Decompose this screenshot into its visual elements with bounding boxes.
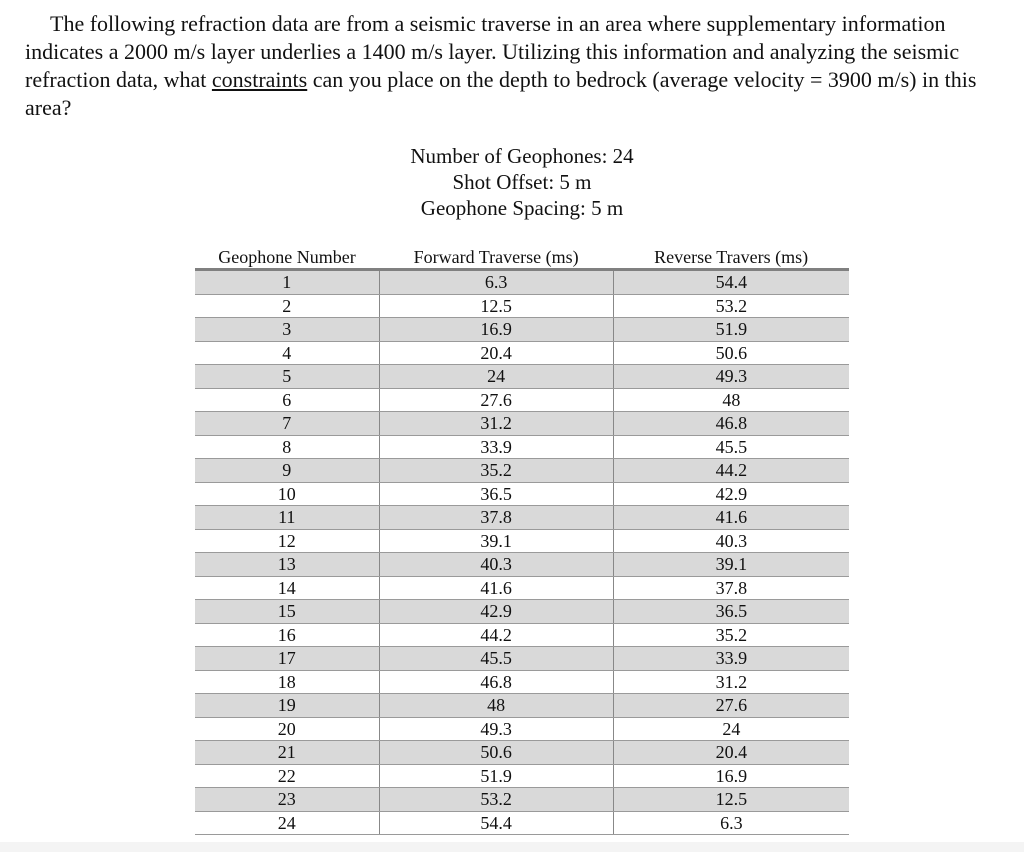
cell-forward-time: 37.8 <box>379 506 613 530</box>
cell-forward-time: 48 <box>379 694 613 718</box>
cell-geophone-number: 6 <box>195 388 379 412</box>
cell-reverse-time: 20.4 <box>613 741 849 765</box>
cell-geophone-number: 17 <box>195 647 379 671</box>
survey-shot-offset: Shot Offset: 5 m <box>452 170 592 194</box>
table-row <box>195 435 849 459</box>
cell-reverse-time: 31.2 <box>613 670 849 694</box>
cell-reverse-time: 35.2 <box>613 623 849 647</box>
cell-geophone-number: 21 <box>195 741 379 765</box>
page-bottom-edge <box>0 842 1024 852</box>
table-row <box>195 529 849 553</box>
cell-reverse-time: 46.8 <box>613 412 849 436</box>
table-row <box>195 694 849 718</box>
cell-reverse-time: 48 <box>613 388 849 412</box>
cell-reverse-time: 37.8 <box>613 576 849 600</box>
cell-forward-time: 31.2 <box>379 412 613 436</box>
cell-forward-time: 53.2 <box>379 788 613 812</box>
cell-geophone-number: 22 <box>195 764 379 788</box>
cell-forward-time: 44.2 <box>379 623 613 647</box>
cell-forward-time: 39.1 <box>379 529 613 553</box>
cell-geophone-number: 11 <box>195 506 379 530</box>
cell-forward-time: 35.2 <box>379 459 613 483</box>
table-row <box>195 294 849 318</box>
cell-reverse-time: 39.1 <box>613 553 849 577</box>
cell-geophone-number: 3 <box>195 318 379 342</box>
table-row <box>195 788 849 812</box>
cell-geophone-number: 24 <box>195 811 379 835</box>
table-row <box>195 576 849 600</box>
table-row <box>195 318 849 342</box>
question-part-2: can you place on the depth to bedrock (average velocity = 3900 m/s) in this area? <box>25 67 977 120</box>
cell-geophone-number: 16 <box>195 623 379 647</box>
refraction-data-table <box>195 243 849 835</box>
header-geophone-number: Geophone Number <box>195 243 379 270</box>
cell-forward-time: 20.4 <box>379 341 613 365</box>
cell-forward-time: 27.6 <box>379 388 613 412</box>
cell-geophone-number: 8 <box>195 435 379 459</box>
cell-reverse-time: 33.9 <box>613 647 849 671</box>
cell-forward-time: 41.6 <box>379 576 613 600</box>
cell-reverse-time: 45.5 <box>613 435 849 459</box>
cell-reverse-time: 24 <box>613 717 849 741</box>
cell-reverse-time: 54.4 <box>613 270 849 295</box>
cell-geophone-number: 10 <box>195 482 379 506</box>
cell-geophone-number: 9 <box>195 459 379 483</box>
cell-reverse-time: 16.9 <box>613 764 849 788</box>
cell-reverse-time: 27.6 <box>613 694 849 718</box>
cell-forward-time: 24 <box>379 365 613 389</box>
table-row <box>195 341 849 365</box>
cell-reverse-time: 40.3 <box>613 529 849 553</box>
table-row <box>195 553 849 577</box>
table-row <box>195 506 849 530</box>
table-row <box>195 741 849 765</box>
header-forward-traverse: Forward Traverse (ms) <box>379 243 613 270</box>
table-row <box>195 412 849 436</box>
table-header <box>195 243 849 270</box>
cell-geophone-number: 12 <box>195 529 379 553</box>
table-body <box>195 270 849 835</box>
question-part-1: The following refraction data are from a seismic traverse in an area where supplementary information indicates a 2000 m/s layer underlies a 1400 m/s layer. Utilizing this information and analyzing the seismic refraction data, what <box>25 11 960 92</box>
table-header-row <box>195 243 849 270</box>
cell-forward-time: 42.9 <box>379 600 613 624</box>
cell-geophone-number: 2 <box>195 294 379 318</box>
cell-reverse-time: 12.5 <box>613 788 849 812</box>
cell-forward-time: 6.3 <box>379 270 613 295</box>
table-row <box>195 623 849 647</box>
table-row <box>195 717 849 741</box>
cell-geophone-number: 4 <box>195 341 379 365</box>
cell-reverse-time: 49.3 <box>613 365 849 389</box>
table-row <box>195 459 849 483</box>
cell-geophone-number: 15 <box>195 600 379 624</box>
cell-geophone-number: 20 <box>195 717 379 741</box>
cell-forward-time: 40.3 <box>379 553 613 577</box>
table-row <box>195 647 849 671</box>
cell-geophone-number: 1 <box>195 270 379 295</box>
cell-geophone-number: 23 <box>195 788 379 812</box>
cell-forward-time: 45.5 <box>379 647 613 671</box>
cell-forward-time: 54.4 <box>379 811 613 835</box>
cell-forward-time: 49.3 <box>379 717 613 741</box>
cell-reverse-time: 41.6 <box>613 506 849 530</box>
cell-forward-time: 33.9 <box>379 435 613 459</box>
table-row <box>195 764 849 788</box>
survey-geophone-count: Number of Geophones: 24 <box>410 144 634 168</box>
cell-reverse-time: 51.9 <box>613 318 849 342</box>
cell-reverse-time: 53.2 <box>613 294 849 318</box>
table-row <box>195 600 849 624</box>
cell-geophone-number: 14 <box>195 576 379 600</box>
cell-forward-time: 50.6 <box>379 741 613 765</box>
cell-reverse-time: 44.2 <box>613 459 849 483</box>
table-row <box>195 670 849 694</box>
header-reverse-traverse: Reverse Travers (ms) <box>613 243 849 270</box>
table-row <box>195 365 849 389</box>
cell-reverse-time: 42.9 <box>613 482 849 506</box>
cell-forward-time: 12.5 <box>379 294 613 318</box>
cell-forward-time: 51.9 <box>379 764 613 788</box>
cell-geophone-number: 13 <box>195 553 379 577</box>
question-text <box>25 10 1015 122</box>
cell-geophone-number: 7 <box>195 412 379 436</box>
cell-geophone-number: 5 <box>195 365 379 389</box>
cell-forward-time: 46.8 <box>379 670 613 694</box>
survey-geophone-spacing: Geophone Spacing: 5 m <box>420 196 624 220</box>
cell-geophone-number: 19 <box>195 694 379 718</box>
table-row <box>195 482 849 506</box>
question-underlined-term: constraints <box>211 67 308 92</box>
cell-reverse-time: 36.5 <box>613 600 849 624</box>
table-row <box>195 811 849 835</box>
cell-forward-time: 16.9 <box>379 318 613 342</box>
table-row <box>195 270 849 295</box>
cell-geophone-number: 18 <box>195 670 379 694</box>
table-row <box>195 388 849 412</box>
cell-reverse-time: 50.6 <box>613 341 849 365</box>
cell-forward-time: 36.5 <box>379 482 613 506</box>
cell-reverse-time: 6.3 <box>613 811 849 835</box>
